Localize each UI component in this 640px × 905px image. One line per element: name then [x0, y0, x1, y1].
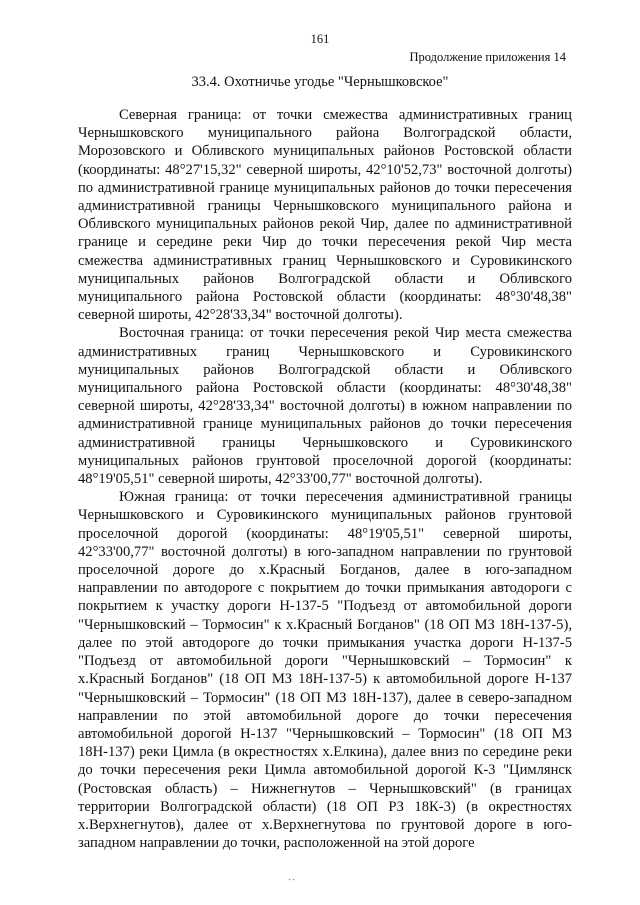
section-title: 33.4. Охотничье угодье "Чернышковское"	[191, 74, 449, 90]
paragraph-eastern-border: Восточная граница: от точки пересечения рекой Чир места смежества административных границ Чернышковского и Суровикинского муниципальных районов Волгоградской области и Обливского муниципального района Ростовской области (координаты: 48°30'48,38" северной широты, 42°28'33,34" восточной долготы) в южном направлении по административной границе муниципальных районов до точки пересечения административной границы Чернышковского и Суровикинского муниципальных районов грунтовой проселочной дорогой (координаты: 48°19'05,51" северной широты, 42°33'00,77" восточной долготы).	[78, 325, 572, 488]
paragraph-northern-border: Северная граница: от точки смежества административных границ Чернышковского муниципального района Волгоградской области, Морозовского и Обливского муниципальных районов Ростовской области (координаты: 48°27'15,32" северной широты, 42°10'52,73" восточной долготы) по административной границе муниципальных районов до точки пересечения административной границы Чернышковского муниципального района и Обливского муниципальных районов рекой Чир, далее по административной границе и середине реки Чир до точки пересечения рекой Чир места смежества административных границ Чернышковского и Суровикинского муниципальных районов Волгоградской области и Обливского муниципального района Ростовской области (координаты: 48°30'48,38" северной широты, 42°28'33,34" восточной долготы).	[78, 107, 572, 324]
page-number: 161	[310, 32, 330, 46]
document-body	[78, 106, 572, 852]
appendix-continuation-note: Продолжение приложения 14	[409, 50, 566, 64]
scan-speck	[288, 878, 296, 881]
paragraph-southern-border: Южная граница: от точки пересечения административной границы Чернышковского и Суровикинского муниципальных районов грунтовой проселочной дорогой (координаты: 48°19'05,51" северной широты, 42°33'00,77" восточной долготы) в юго-западном направлении по грунтовой проселочной дороге до х.Красный Богданов, далее в юго-западном направлении по автодороге с покрытием до точки примыкания автодороги с покрытием к участку дороги Н-137-5 "Подъезд от автомобильной дороги "Чернышковский – Тормосин" к х.Красный Богданов" (18 ОП МЗ 18Н-137-5), далее по этой автодороге до точки примыкания участка дороги Н-137-5 "Подъезд от автомобильной дороги "Чернышковский – Тормосин" к х.Красный Богданов" (18 ОП МЗ 18Н-137-5) к автомобильной дороге Н-137 "Чернышковский – Тормосин" (18 ОП МЗ 18Н-137), далее в северо-западном направлении по этой автомобильной дороге до точки пересечения автомобильной дорогой Н-137 "Чернышковский – Тормосин" (18 ОП МЗ 18Н-137) реки Цимла (в окрестностях х.Елкина), далее вниз по середине реки до точки пересечения реки Цимла автомобильной дорогой К-3 "Цимлянск (Ростовская область) – Нижнегнутов – Чернышковский" (в границах территории Волгоградской области) (18 ОП РЗ 18К-3) (в окрестностях х.Верхнегнутов), далее от х.Верхнегнутова по грунтовой дороге в юго-западном направлении до точки, расположенной на этой дороге	[78, 489, 572, 852]
